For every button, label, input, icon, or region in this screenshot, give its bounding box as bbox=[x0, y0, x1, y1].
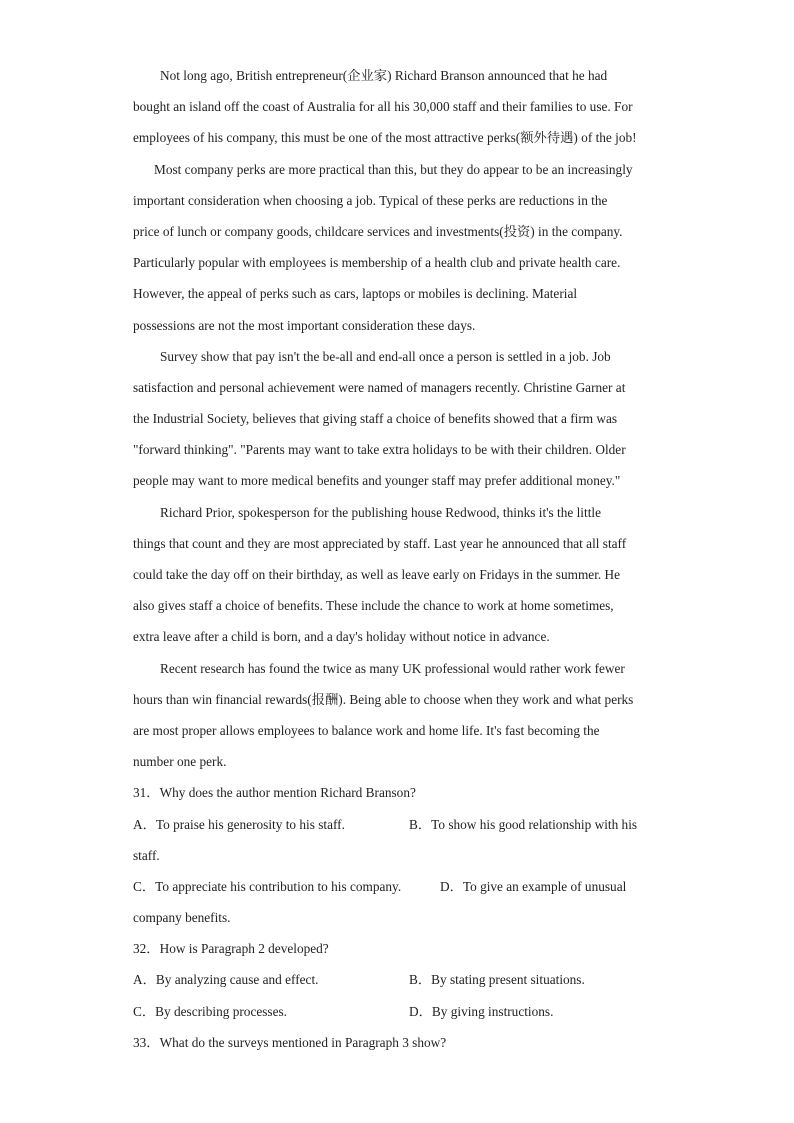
option-row bbox=[133, 964, 663, 995]
option-a: A．By analyzing cause and effect. bbox=[133, 972, 319, 988]
option-row bbox=[133, 809, 663, 840]
paragraph-4 bbox=[133, 497, 663, 653]
paragraph-line: "forward thinking". "Parents may want to take extra holidays to be with their children. Older bbox=[133, 442, 626, 458]
question-stem: 32．How is Paragraph 2 developed? bbox=[133, 941, 329, 957]
option-a: A．To praise his generosity to his staff. bbox=[133, 816, 345, 832]
paragraph-line: Richard Prior, spokesperson for the publishing house Redwood, thinks it's the little bbox=[160, 504, 601, 520]
option-b: B．By stating present situations. bbox=[409, 972, 585, 988]
paragraph-line: number one perk. bbox=[133, 754, 227, 770]
paragraph-line: Recent research has found the twice as many UK professional would rather work fewer bbox=[160, 660, 625, 676]
paragraph-line: However, the appeal of perks such as cars, laptops or mobiles is declining. Material bbox=[133, 286, 578, 302]
option-d-continued: company benefits. bbox=[133, 910, 231, 926]
paragraph-line: Survey show that pay isn't the be-all and end-all once a person is settled in a job. Job bbox=[160, 348, 611, 364]
paragraph-line: the Industrial Society, believes that giving staff a choice of benefits showed that a firm was bbox=[133, 411, 618, 427]
paragraph-3 bbox=[133, 341, 663, 497]
paragraph-1 bbox=[133, 60, 663, 154]
option-row bbox=[133, 871, 663, 902]
paragraph-line: bought an island off the coast of Australia for all his 30,000 staff and their families to use. For bbox=[133, 99, 633, 115]
question-stem: 33．What do the surveys mentioned in Paragraph 3 show? bbox=[133, 1034, 447, 1050]
paragraph-line: important consideration when choosing a job. Typical of these perks are reductions in the bbox=[133, 192, 608, 208]
paragraph-line: hours than win financial rewards(报酬). Being able to choose when they work and what perks bbox=[133, 691, 634, 707]
question-33 bbox=[133, 1027, 663, 1058]
option-d: D．To give an example of unusual bbox=[440, 878, 627, 894]
paragraph-line: things that count and they are most appreciated by staff. Last year he announced that all staff bbox=[133, 535, 627, 551]
paragraph-line: also gives staff a choice of benefits. These include the chance to work at home sometimes, bbox=[133, 598, 614, 614]
option-row bbox=[133, 996, 663, 1027]
paragraph-line: Particularly popular with employees is membership of a health club and private health care. bbox=[133, 255, 621, 271]
option-c: C．To appreciate his contribution to his company. bbox=[133, 878, 402, 894]
paragraph-line: Most company perks are more practical than this, but they do appear to be an increasingly bbox=[154, 161, 633, 177]
paragraph-line: possessions are not the most important consideration these days. bbox=[133, 317, 476, 333]
option-c: C．By describing processes. bbox=[133, 1003, 287, 1019]
paragraph-line: people may want to more medical benefits and younger staff may prefer additional money." bbox=[133, 473, 621, 489]
paragraph-line: are most proper allows employees to balance work and home life. It's fast becoming the bbox=[133, 722, 600, 738]
option-d: D．By giving instructions. bbox=[409, 1003, 554, 1019]
paragraph-line: price of lunch or company goods, childcare services and investments(投资) in the company. bbox=[133, 223, 623, 239]
paragraph-line: extra leave after a child is born, and a day's holiday without notice in advance. bbox=[133, 629, 550, 645]
option-b-continued: staff. bbox=[133, 847, 160, 863]
paragraph-line: satisfaction and personal achievement were named of managers recently. Christine Garner at bbox=[133, 379, 626, 395]
paragraph-line: employees of his company, this must be one of the most attractive perks(额外待遇) of the job! bbox=[133, 130, 637, 146]
question-32 bbox=[133, 933, 663, 1027]
paragraph-2 bbox=[133, 154, 663, 341]
question-stem: 31．Why does the author mention Richard Branson? bbox=[133, 785, 416, 801]
question-31 bbox=[133, 777, 663, 933]
paragraph-line: Not long ago, British entrepreneur(企业家) Richard Branson announced that he had bbox=[160, 68, 608, 83]
reading-passage bbox=[133, 60, 663, 1058]
option-b: B．To show his good relationship with his bbox=[409, 816, 638, 832]
paragraph-5 bbox=[133, 653, 663, 778]
paragraph-line: could take the day off on their birthday, as well as leave early on Fridays in the summer. He bbox=[133, 567, 621, 582]
